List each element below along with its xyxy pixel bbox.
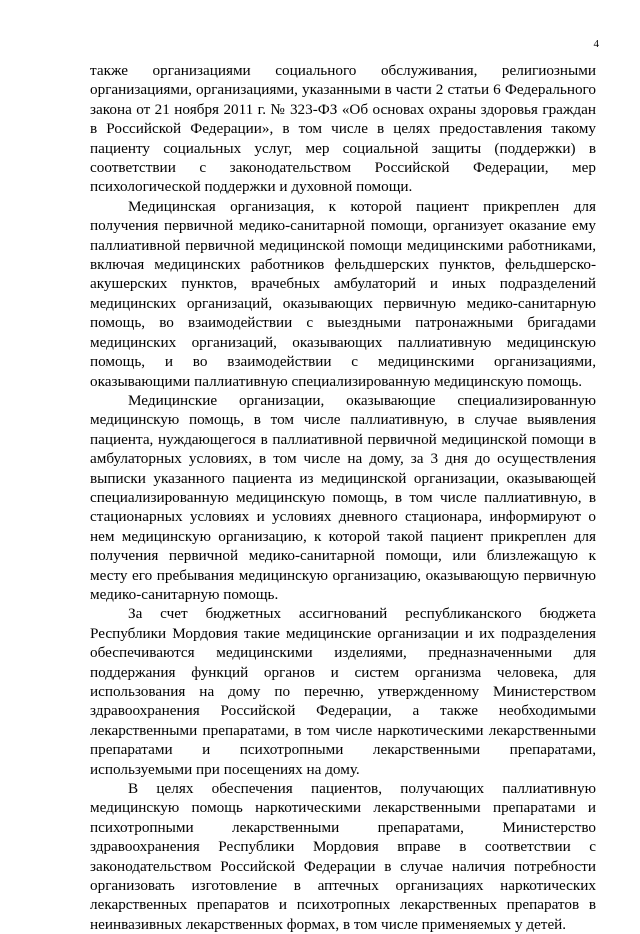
- document-body: [90, 61, 596, 934]
- paragraph-narcotic-drugs-provision: В целях обеспечения пациентов, получающих паллиативную медицинскую помощь наркотическими лекарственными препаратами и психотропными лекарственными препаратами, Министерство здравоохранения Республики Мордовия вправе в соответствии с законодательством Российской Федерации в случае наличия потребности организовать изготовление в аптечных организациях наркотических лекарственных препаратов и психотропных лекарственных препаратов в неинвазивных лекарственных формах, в том числе применяемых у детей.: [90, 780, 596, 933]
- paragraph-budget-funding: За счет бюджетных ассигнований республиканского бюджета Республики Мордовия такие медицинские организации и их подразделения обеспечиваются медицинскими изделиями, предназначенными для поддержания функций органов и систем организма человека, для использования на дому по перечню, утвержденному Министерством здравоохранения Российской Федерации, а также необходимыми лекарственными препаратами, в том числе наркотическими лекарственными препаратами и психотропными лекарственными препаратами, используемыми при посещениях на дому.: [90, 605, 596, 778]
- paragraph-continuation: также организациями социального обслуживания, религиозными организациями, организациями, указанными в части 2 статьи 6 Федерального закона от 21 ноября 2011 г. № 323-ФЗ «Об основах охраны здоровья граждан в Российской Федерации», в том числе в целях предоставления такому пациенту социальных услуг, мер социальной защиты (поддержки) в соответствии с законодательством Российской Федерации, мер психологической поддержки и духовной помощи.: [90, 62, 596, 196]
- paragraph-specialized-care-notification: Медицинские организации, оказывающие специализированную медицинскую помощь, в том числе паллиативную, в случае выявления пациента, нуждающегося в паллиативной первичной медицинской помощи в амбулаторных условиях, в том числе на дому, за 3 дня до осуществления выписки указанного пациента из медицинской организации, оказывающей специализированную медицинскую помощь, в том числе паллиативную, в стационарных условиях и условиях дневного стационара, информируют о нем медицинскую организацию, к которой такой пациент прикреплен для получения первичной медико-санитарной помощи, или близлежащую к месту его пребывания медицинскую организацию, оказывающую первичную медико-санитарную помощь.: [90, 391, 596, 603]
- paragraph-medical-organization-primary-care: Медицинская организация, к которой пациент прикреплен для получения первичной медико-санитарной помощи, организует оказание ему паллиативной первичной медицинской помощи медицинскими работниками, включая медицинских работников фельдшерских пунктов, фельдшерско-акушерских пунктов, врачебных амбулаторий и иных подразделений медицинских организаций, оказывающих первичную медико-санитарную помощь, во взаимодействии с выездными патронажными бригадами медицинских организаций, оказывающих паллиативную медицинскую помощь, и во взаимодействии с медицинскими организациями, оказывающими паллиативную специализированную медицинскую помощь.: [90, 197, 596, 390]
- page-number: 4: [593, 38, 599, 50]
